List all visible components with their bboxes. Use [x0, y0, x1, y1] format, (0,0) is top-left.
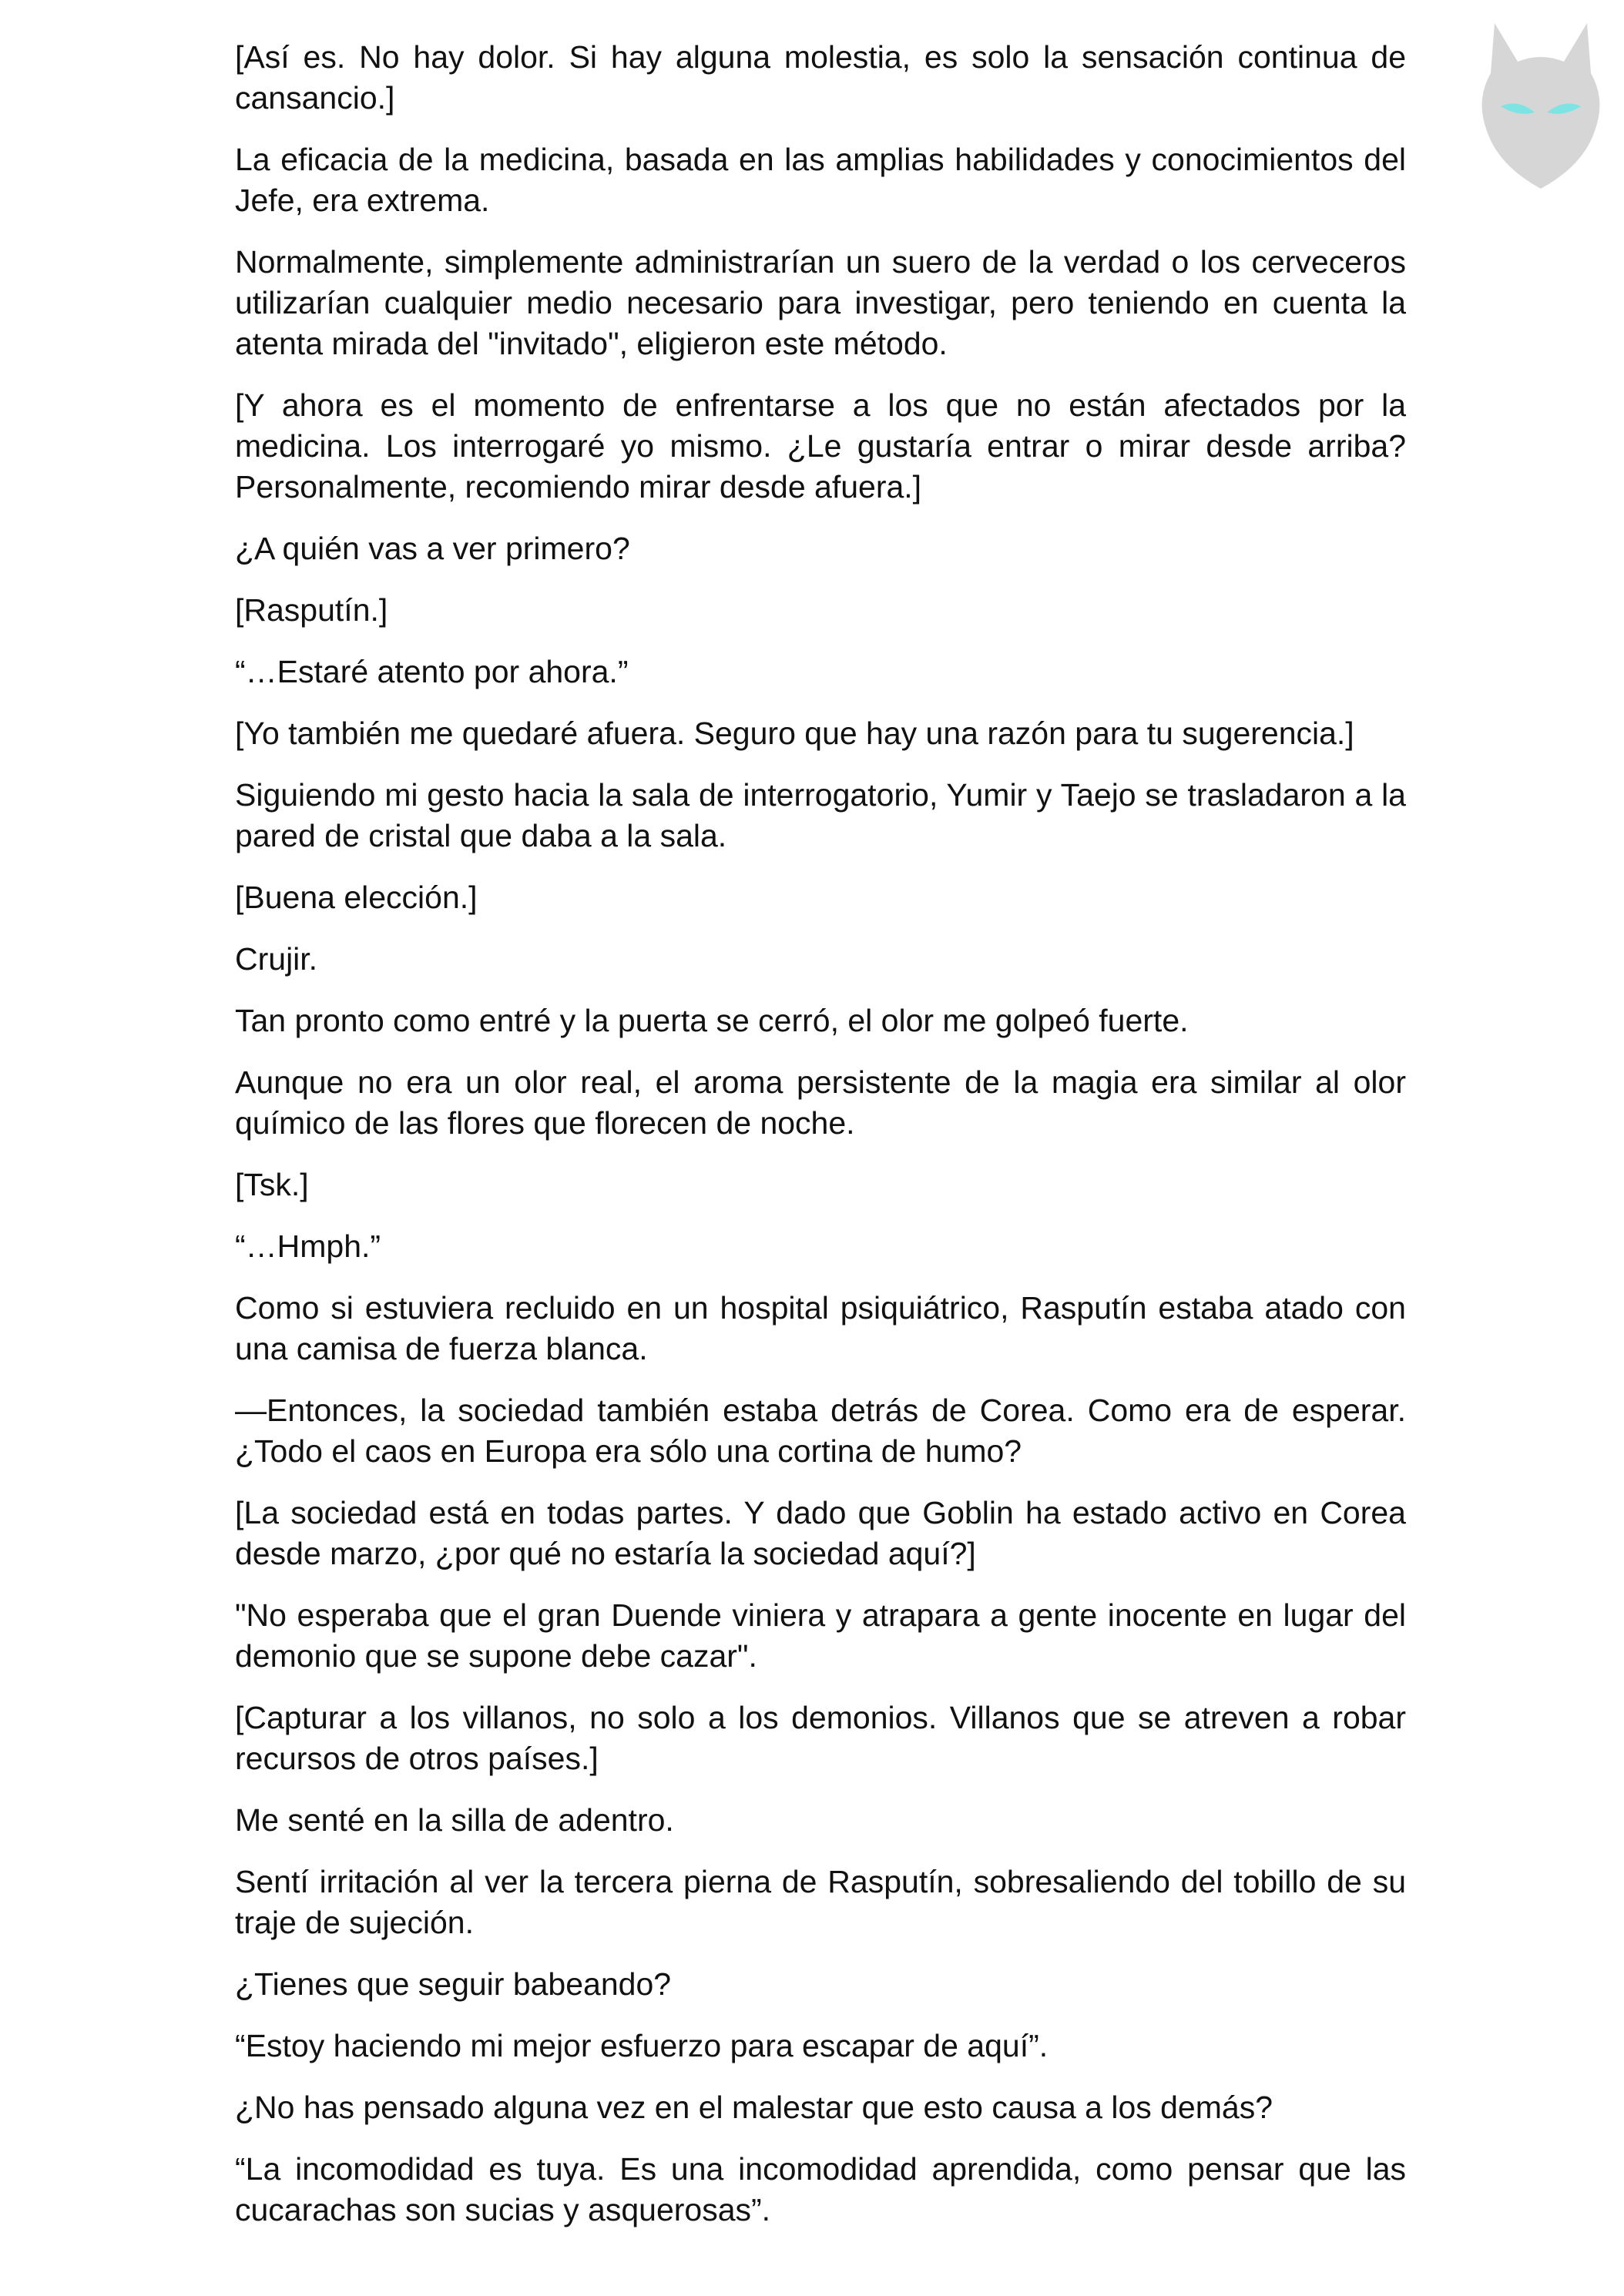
paragraph: Siguiendo mi gesto hacia la sala de interrogatorio, Yumir y Taejo se trasladaron a la pared de cristal que daba a la sala. — [235, 777, 1406, 853]
paragraph: Sentí irritación al ver la tercera pierna de Rasputín, sobresaliendo del tobillo de su traje de sujeción. — [235, 1864, 1406, 1940]
paragraph: Me senté en la silla de adentro. — [235, 1802, 674, 1838]
paragraph: [Capturar a los villanos, no solo a los demonios. Villanos que se atreven a robar recursos de otros países.] — [235, 1700, 1406, 1776]
paragraph: “La incomodidad es tuya. Es una incomodidad aprendida, como pensar que las cucarachas son sucias y asquerosas”. — [235, 2151, 1406, 2227]
demon-head-icon — [1464, 15, 1618, 193]
paragraph: Aunque no era un olor real, el aroma persistente de la magia era similar al olor químico de las flores que florecen de noche. — [235, 1064, 1406, 1141]
paragraph: Como si estuviera recluido en un hospital psiquiátrico, Rasputín estaba atado con una camisa de fuerza blanca. — [235, 1290, 1406, 1366]
paragraph: La eficacia de la medicina, basada en las amplias habilidades y conocimientos del Jefe, era extrema. — [235, 142, 1406, 218]
demon-head-shape — [1482, 23, 1600, 189]
paragraph: ¿A quién vas a ver primero? — [235, 531, 630, 566]
paragraph: [Rasputín.] — [235, 592, 388, 628]
paragraph: ¿No has pensado alguna vez en el malestar que esto causa a los demás? — [235, 2090, 1273, 2125]
paragraph: [Tsk.] — [235, 1167, 309, 1202]
paragraph: [Así es. No hay dolor. Si hay alguna molestia, es solo la sensación continua de cansancio.] — [235, 39, 1406, 116]
paragraph: —Entonces, la sociedad también estaba detrás de Corea. Como era de esperar. ¿Todo el caos en Europa era sólo una cortina de humo? — [235, 1393, 1406, 1469]
paragraph: [Buena elección.] — [235, 880, 478, 915]
document-body — [235, 37, 1406, 2251]
paragraph: "No esperaba que el gran Duende viniera y atrapara a gente inocente en lugar del demonio que se supone debe cazar". — [235, 1597, 1406, 1674]
paragraph: ¿Tienes que seguir babeando? — [235, 1966, 672, 2002]
paragraph: “Estoy haciendo mi mejor esfuerzo para escapar de aquí”. — [235, 2028, 1049, 2063]
paragraph: Normalmente, simplemente administrarían un suero de la verdad o los cerveceros utilizarían cualquier medio necesario para investigar, pero teniendo en cuenta la atenta mirada del "invitado", eligieron este método. — [235, 244, 1406, 361]
paragraph: [Yo también me quedaré afuera. Seguro que hay una razón para tu sugerencia.] — [235, 716, 1354, 751]
paragraph: [La sociedad está en todas partes. Y dado que Goblin ha estado activo en Corea desde marzo, ¿por qué no estaría la sociedad aquí?] — [235, 1495, 1406, 1571]
paragraph: “…Estaré atento por ahora.” — [235, 654, 629, 689]
paragraph: Tan pronto como entré y la puerta se cerró, el olor me golpeó fuerte. — [235, 1003, 1189, 1038]
paragraph: Crujir. — [235, 941, 318, 977]
paragraph: [Y ahora es el momento de enfrentarse a los que no están afectados por la medicina. Los interrogaré yo mismo. ¿Le gustaría entrar o mirar desde arriba? Personalmente, recomiendo mirar desde afuera.] — [235, 387, 1406, 504]
paragraph: “…Hmph.” — [235, 1228, 381, 1264]
